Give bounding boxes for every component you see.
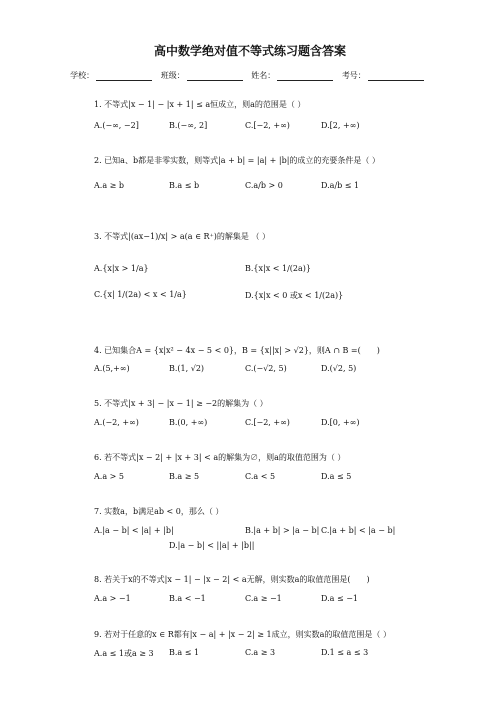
- student-info-line: [0, 70, 500, 81]
- question-9-option-d[interactable]: D.1 ≤ a ≤ 3: [321, 648, 369, 657]
- number-label: 考号：: [341, 71, 366, 80]
- number-blank[interactable]: [368, 72, 424, 81]
- question-9-stem: 9. 若对于任意的x ∈ R都有|x − a| + |x − 2| ≥ 1成立，则实数a的取值范围是（ ）: [94, 630, 391, 639]
- name-blank[interactable]: [277, 72, 333, 81]
- question-3-stem: 3. 不等式|(ax−1)/x| > a(a ∈ R⁺)的解集是 （ ）: [94, 232, 270, 241]
- question-1-option-a[interactable]: A.(−∞, −2]: [94, 121, 139, 130]
- school-blank[interactable]: [96, 72, 152, 81]
- question-2-option-c[interactable]: C.a/b > 0: [245, 181, 283, 190]
- question-6-option-d[interactable]: D.a ≤ 5: [321, 472, 352, 481]
- question-9-option-b[interactable]: B.a ≤ 1: [169, 648, 200, 657]
- question-5-option-a[interactable]: A.(−2, +∞): [94, 418, 139, 427]
- question-7-option-a[interactable]: A.|a − b| < |a| + |b|: [94, 526, 174, 535]
- question-8-option-b[interactable]: B.a < −1: [169, 594, 206, 603]
- question-1-option-d[interactable]: D.[2, +∞): [321, 121, 360, 130]
- question-4-option-a[interactable]: A.(5,+∞): [94, 364, 130, 373]
- name-label: 姓名：: [251, 71, 276, 80]
- question-8-option-d[interactable]: D.a ≤ −1: [321, 594, 359, 603]
- question-6-option-a[interactable]: A.a > 5: [94, 472, 124, 481]
- question-4-option-b[interactable]: B.(1, √2): [169, 364, 205, 373]
- question-6-option-c[interactable]: C.a < 5: [245, 472, 276, 481]
- question-7-option-d[interactable]: D.|a − b| < ||a| + |b||: [169, 541, 255, 550]
- question-7-stem: 7. 实数a，b满足ab < 0，那么（ ）: [94, 507, 224, 516]
- question-2-option-b[interactable]: B.a ≤ b: [169, 181, 200, 190]
- question-3-option-a[interactable]: A.{x|x > 1/a}: [94, 264, 149, 273]
- question-4-option-c[interactable]: C.(−√2, 5): [245, 364, 287, 373]
- question-6-stem: 6. 若不等式|x − 2| + |x + 3| < a的解集为∅，则a的取值范围为（ ）: [94, 453, 346, 462]
- page-title: 高中数学绝对值不等式练习题含答案: [153, 44, 346, 58]
- question-6-option-b[interactable]: B.a ≥ 5: [169, 472, 200, 481]
- question-2-stem: 2. 已知a、b都是非零实数，则等式|a + b| = |a| + |b|的成立的充要条件是（ ）: [94, 156, 380, 165]
- question-5-option-d[interactable]: D.[0, +∞): [321, 418, 360, 427]
- class-blank[interactable]: [187, 72, 243, 81]
- question-3-option-c[interactable]: C.{x| 1/(2a) < x < 1/a}: [94, 290, 187, 299]
- question-1-option-c[interactable]: C.[−2, +∞): [245, 121, 290, 130]
- question-7-option-b[interactable]: B.|a + b| > |a − b|: [245, 526, 320, 535]
- question-1-stem: 1. 不等式|x − 1| − |x + 1| ≤ a恒成立，则a的范围是（ ）: [94, 100, 306, 109]
- question-3-option-d[interactable]: D.{x|x < 0 或x < 1/(2a)}: [245, 291, 344, 300]
- question-2-option-a[interactable]: A.a ≥ b: [94, 181, 124, 190]
- question-4-stem: 4. 已知集合A = {x|x² − 4x − 5 < 0}，B = {x||x| > √2}，则A ∩ B =( ): [94, 346, 380, 355]
- question-8-stem: 8. 若关于x的不等式|x − 1| − |x − 2| < a无解，则实数a的取值范围是( ): [94, 575, 370, 584]
- question-8-option-a[interactable]: A.a > −1: [94, 594, 131, 603]
- question-5-option-b[interactable]: B.(0, +∞): [169, 418, 208, 427]
- class-label: 班级：: [160, 71, 185, 80]
- question-9-option-c[interactable]: C.a ≥ 3: [245, 648, 276, 657]
- question-8-option-c[interactable]: C.a ≥ −1: [245, 594, 282, 603]
- question-7-option-c[interactable]: C.|a + b| < |a − b|: [321, 526, 396, 535]
- question-5-option-c[interactable]: C.[−2, +∞): [245, 418, 290, 427]
- question-5-stem: 5. 不等式|x + 3| − |x − 1| ≥ −2的解集为（ ）: [94, 399, 268, 408]
- question-4-option-d[interactable]: D.(√2, 5): [321, 364, 357, 373]
- question-1-option-b[interactable]: B.(−∞, 2]: [169, 121, 208, 130]
- question-2-option-d[interactable]: D.a/b ≤ 1: [321, 181, 360, 190]
- question-9-option-a[interactable]: A.a ≤ 1或a ≥ 3: [94, 649, 154, 658]
- school-label: 学校：: [70, 71, 95, 80]
- question-3-option-b[interactable]: B.{x|x < 1/(2a)}: [245, 264, 311, 273]
